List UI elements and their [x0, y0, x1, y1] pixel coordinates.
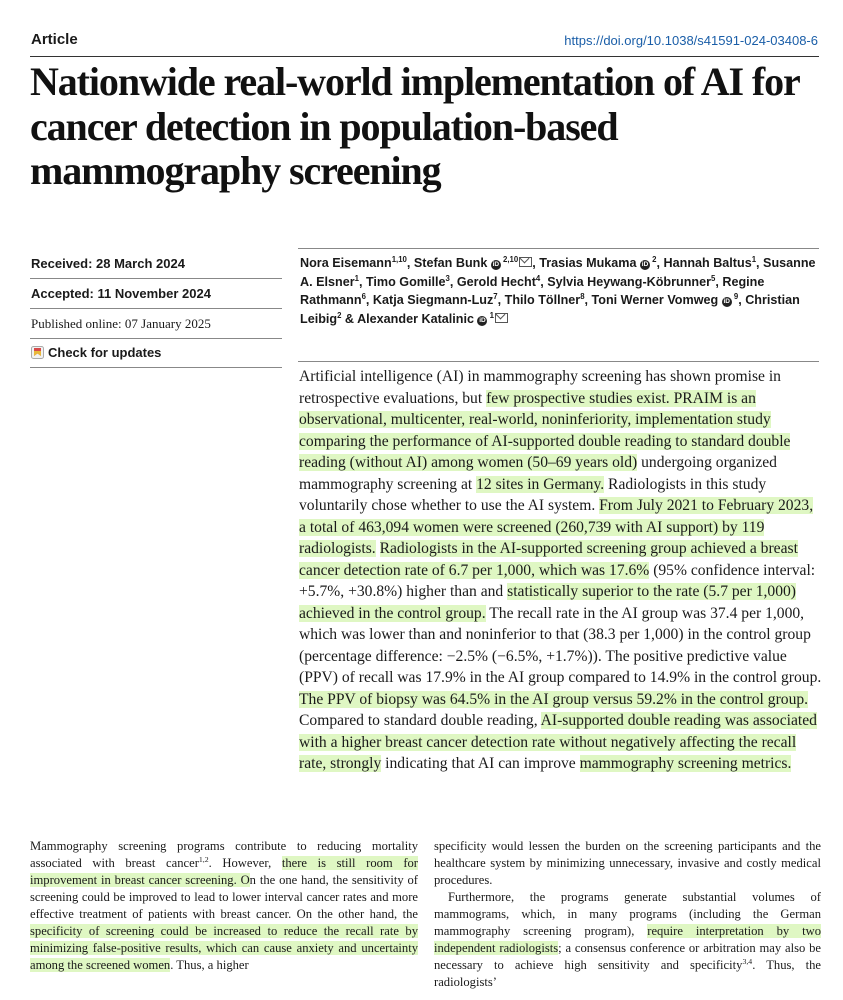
author-name: Regine Rathmann [300, 274, 765, 308]
abstract-top-divider [298, 361, 819, 362]
accepted-date: Accepted: 11 November 2024 [31, 286, 211, 301]
text-run: The recall rate in the AI group was 37.4 per 1,000, which was lower than and noninferior to that (38.3 per 1,000) in the control group (percentage difference: −2.5% (−6.5%, +1.7%)). The positive predictive value (PPV) of recall was 17.9% in the AI group compared to 14.9% in the control group. [299, 604, 822, 686]
author-name: Alexander Katalinic [357, 311, 474, 326]
author-name: Hannah Baltus [663, 256, 752, 270]
citation-ref[interactable]: 3,4 [742, 956, 753, 966]
author-affiliation: 5 [711, 273, 716, 283]
highlighted-text: statistically superior to the rate (5.7 per 1,000) achieved in the control group. [299, 583, 796, 622]
highlighted-text: there is still room for improvement in breast cancer screening. O [30, 856, 419, 887]
text-run: Radiologists in this study voluntarily chose whether to use the AI system. [299, 475, 767, 514]
author-name: Toni Werner Vomweg [591, 293, 719, 308]
body-text-right-column [434, 838, 821, 991]
author-name: Timo Gomille [365, 274, 446, 289]
text-run: . Thus, the radiologists’ [434, 958, 821, 989]
sidebar-divider [30, 367, 282, 368]
author-affiliation: 1 [487, 310, 494, 320]
abstract [299, 366, 823, 775]
author-affiliation: 3 [445, 273, 450, 283]
author[interactable] [366, 275, 450, 289]
author-affiliation: 8 [580, 292, 585, 301]
author-name: Thilo Töllner [504, 293, 581, 308]
orcid-icon[interactable]: iD [641, 261, 649, 268]
authors-top-divider [298, 248, 819, 249]
check-for-updates-icon [31, 346, 44, 359]
text-run: n the one hand, the sensitivity of screening could be improved to lead to lower interval cancer rates and more effective treatment of patients with breast cancer. On the other hand, the [30, 873, 418, 921]
check-for-updates-label: Check for updates [48, 345, 162, 360]
author-affiliation: 6 [361, 292, 366, 301]
check-for-updates-link[interactable] [31, 345, 283, 360]
published-online-date: Published online: 07 January 2025 [31, 316, 211, 331]
orcid-icon[interactable]: iD [492, 261, 500, 268]
highlighted-text: From July 2021 to February 2023, a total of 463,094 women were screened (260,739 with AI support) by 119 radiologists. [299, 497, 814, 557]
body-text-left-column [30, 838, 418, 974]
doi-link[interactable]: https://doi.org/10.1038/s41591-024-03408-6 [564, 33, 818, 48]
received-date: Received: 28 March 2024 [31, 256, 185, 271]
highlighted-text: few prospective studies exist. PRAIM is an observational, multicenter, real-world, noninferiority, implementation study comparing the performance of AI-supported double reading to standard double reading (without AI) among women (50–69 years old) [299, 389, 791, 471]
highlighted-text: 12 sites in Germany. [476, 475, 605, 493]
author-name: Sylvia Heywang-Köbrunner [547, 274, 712, 289]
text-run: . Thus, a higher [170, 958, 249, 972]
author-list: Nora Eisemann$^{1,10}$, Stefan Bunk iD $^{2,10}$ , Trasias Mukama iD $^2$, Hannah Baltus$^1$, Susanne A. Elsner$^1$, Timo Gomille$^3$, Gerold Hecht$^4$, Sylvia Heywang-Köbrunner$^5$, Regine Rathmann$^6$, Katja Siegmann-Luz$^7$, Thilo Töllner$^8$, Toni Werner Vomweg iD $^9$, Christian Leibig$^2$ & Alexander Katalinic iD $^1$ [300, 254, 816, 326]
sidebar-divider [30, 278, 282, 279]
author-affiliation: 2 [650, 254, 657, 264]
author-name: Stefan Bunk [413, 256, 488, 270]
author-affiliation: 7 [493, 292, 498, 301]
mail-icon[interactable] [519, 257, 532, 267]
author-affiliation: 1 [354, 273, 359, 283]
body-paragraph [434, 889, 821, 991]
author-name: Nora Eisemann [300, 256, 392, 270]
author-affiliation: 2 [337, 310, 342, 320]
author[interactable] [592, 293, 739, 307]
author[interactable] [457, 275, 540, 289]
author-affiliation: 4 [535, 273, 541, 283]
author[interactable] [547, 275, 715, 289]
author[interactable] [664, 256, 757, 270]
text-run: undergoing organized mammography screening at [299, 454, 777, 493]
highlighted-text: specificity of screening could be increased to reduce the recall rate by minimizing false-positive results, which can cause anxiety and uncertainty among the screened women [30, 924, 418, 972]
author-affiliation: 1 [751, 254, 757, 264]
author-affiliation: 1,10 [391, 254, 407, 264]
header-divider [30, 56, 819, 57]
text-run: Furthermore, the programs generate substantial volumes of mammograms, which, in many programs (including the German mammography screening program), [434, 890, 821, 938]
author-affiliation: 9 [731, 292, 739, 301]
highlighted-text: require interpretation by two independent radiologists [434, 924, 821, 955]
text-run: Mammography screening programs contribute to reducing mortality associated with breast cancer [30, 839, 418, 870]
text-run: (95% confidence interval: +5.7%, +30.8%) higher than and [299, 561, 816, 600]
author[interactable] [505, 293, 585, 307]
highlighted-text: Radiologists in the AI-supported screening group achieved a breast cancer detection rate of 6.7 per 1,000, which was 17.6% [299, 540, 798, 579]
author-affiliation: 2,10 [500, 254, 519, 264]
mail-icon[interactable] [495, 313, 508, 323]
author-name: Christian Leibig [300, 293, 800, 326]
sidebar-divider [30, 308, 282, 309]
text-run: . However, [208, 856, 282, 870]
text-run: ; a consensus conference or arbitration may also be necessary to achieve high sensitivity and specificity [434, 941, 822, 972]
author-name: Susanne A. Elsner [300, 256, 816, 289]
text-run: Artificial intelligence (AI) in mammography screening has shown promise in retrospective evaluations, but [299, 368, 781, 407]
highlighted-text: mammography screening metrics. [579, 755, 792, 772]
highlighted-text: The PPV of biopsy was 64.5% in the AI group versus 59.2% in the control group. [299, 690, 809, 708]
text-run [376, 540, 380, 557]
citation-ref[interactable]: 1,2 [198, 854, 209, 864]
text-run: specificity would lessen the burden on the screening participants and the healthcare system by minimizing unnecessary, invasive and costly medical procedures. [434, 839, 821, 887]
author-name: Gerold Hecht [456, 274, 536, 289]
author-name: Trasias Mukama [539, 256, 637, 270]
highlighted-text: AI-supported double reading was associated with a higher breast cancer detection rate without negatively affecting the recall rate, strongly [299, 712, 817, 772]
article-title: Nationwide real-world implementation of AI for cancer detection in population-based mammography screening [30, 59, 799, 193]
text-run: Compared to standard double reading, [299, 712, 541, 729]
orcid-icon[interactable]: iD [723, 298, 730, 306]
author[interactable] [357, 312, 508, 326]
author-name: Katja Siegmann-Luz [372, 293, 494, 308]
orcid-icon[interactable]: iD [479, 316, 486, 324]
author[interactable] [539, 256, 656, 270]
body-paragraph [434, 838, 821, 889]
author[interactable] [414, 256, 532, 270]
sidebar-divider [30, 338, 282, 339]
author[interactable] [373, 293, 498, 307]
author[interactable] [300, 256, 407, 270]
section-label: Article [31, 31, 78, 48]
text-run: indicating that AI can improve [381, 755, 580, 772]
